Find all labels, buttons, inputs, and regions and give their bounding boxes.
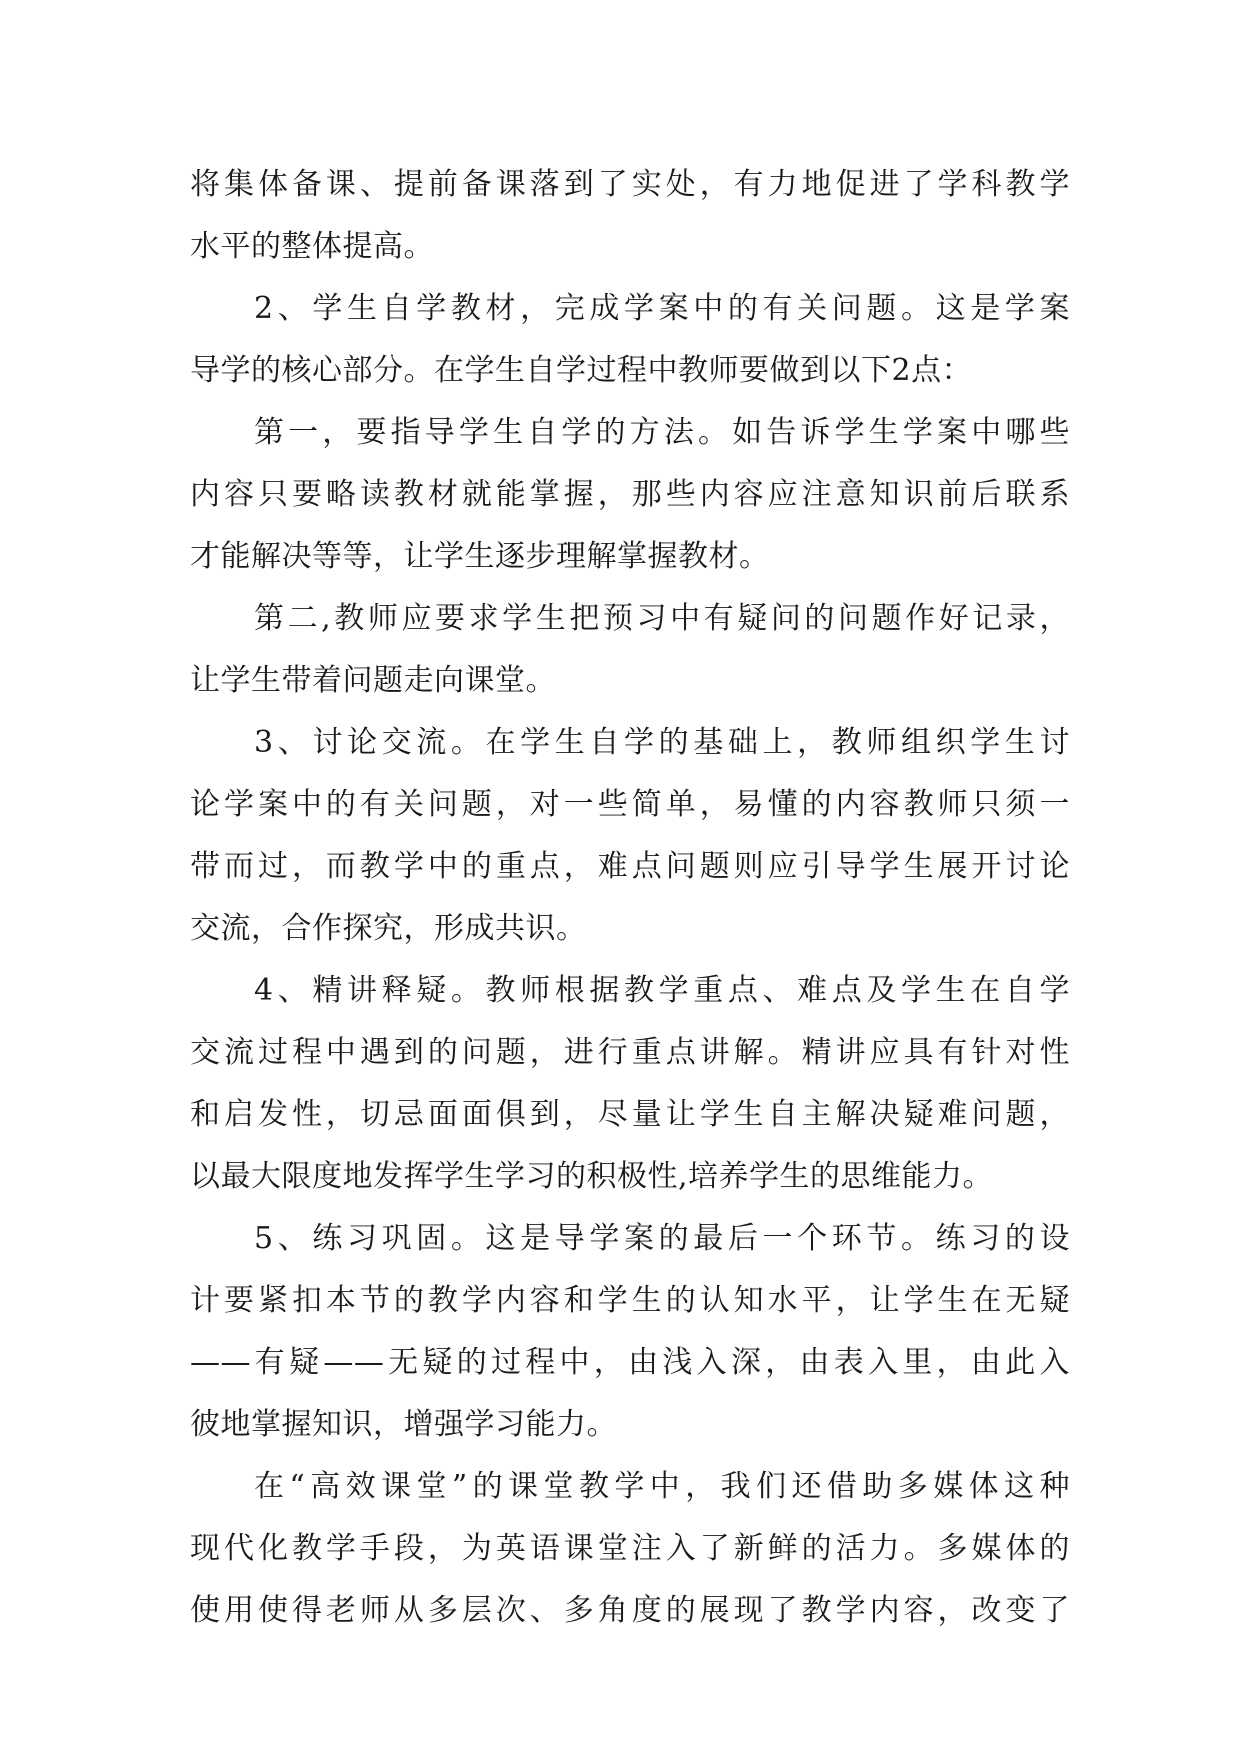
text-line: 4、精讲释疑。教师根据教学重点、难点及学生在自学 <box>254 973 1070 1008</box>
text-line: 让学生带着问题走向课堂。 <box>190 663 556 698</box>
text-line: 内容只要略读教材就能掌握，那些内容应注意知识前后联系 <box>190 477 1070 512</box>
text-line: 现代化教学手段，为英语课堂注入了新鲜的活力。多媒体的 <box>190 1531 1070 1566</box>
text-line: 计要紧扣本节的教学内容和学生的认知水平，让学生在无疑 <box>190 1283 1070 1318</box>
text-line: 第一，要指导学生自学的方法。如告诉学生学案中哪些 <box>254 415 1070 450</box>
text-line: 交流过程中遇到的问题，进行重点讲解。精讲应具有针对性 <box>190 1035 1070 1070</box>
text-line: 第二,教师应要求学生把预习中有疑问的问题作好记录， <box>254 601 1070 636</box>
text-line: 导学的核心部分。在学生自学过程中教师要做到以下2点： <box>190 353 973 388</box>
text-line: 在“高效课堂”的课堂教学中，我们还借助多媒体这种 <box>254 1469 1070 1504</box>
text-line: 和启发性，切忌面面俱到，尽量让学生自主解决疑难问题， <box>190 1097 1070 1132</box>
text-line: 水平的整体提高。 <box>190 229 434 264</box>
text-line: 2、学生自学教材，完成学案中的有关问题。这是学案 <box>254 291 1070 326</box>
text-line: 使用使得老师从多层次、多角度的展现了教学内容，改变了 <box>190 1593 1070 1628</box>
text-line: ——有疑——无疑的过程中，由浅入深，由表入里，由此入 <box>190 1345 1070 1380</box>
text-line: 带而过，而教学中的重点，难点问题则应引导学生展开讨论 <box>190 849 1070 884</box>
text-line: 以最大限度地发挥学生学习的积极性,培养学生的思维能力。 <box>190 1159 994 1194</box>
document-body <box>190 154 1070 1642</box>
text-line: 将集体备课、提前备课落到了实处，有力地促进了学科教学 <box>190 167 1070 202</box>
text-line: 3、讨论交流。在学生自学的基础上，教师组织学生讨 <box>254 725 1070 760</box>
text-line: 才能解决等等，让学生逐步理解掌握教材。 <box>190 539 770 574</box>
text-line: 论学案中的有关问题，对一些简单，易懂的内容教师只须一 <box>190 787 1070 822</box>
text-line: 5、练习巩固。这是导学案的最后一个环节。练习的设 <box>254 1221 1070 1256</box>
text-line: 彼地掌握知识，增强学习能力。 <box>190 1407 617 1442</box>
text-line: 交流，合作探究，形成共识。 <box>190 911 587 946</box>
